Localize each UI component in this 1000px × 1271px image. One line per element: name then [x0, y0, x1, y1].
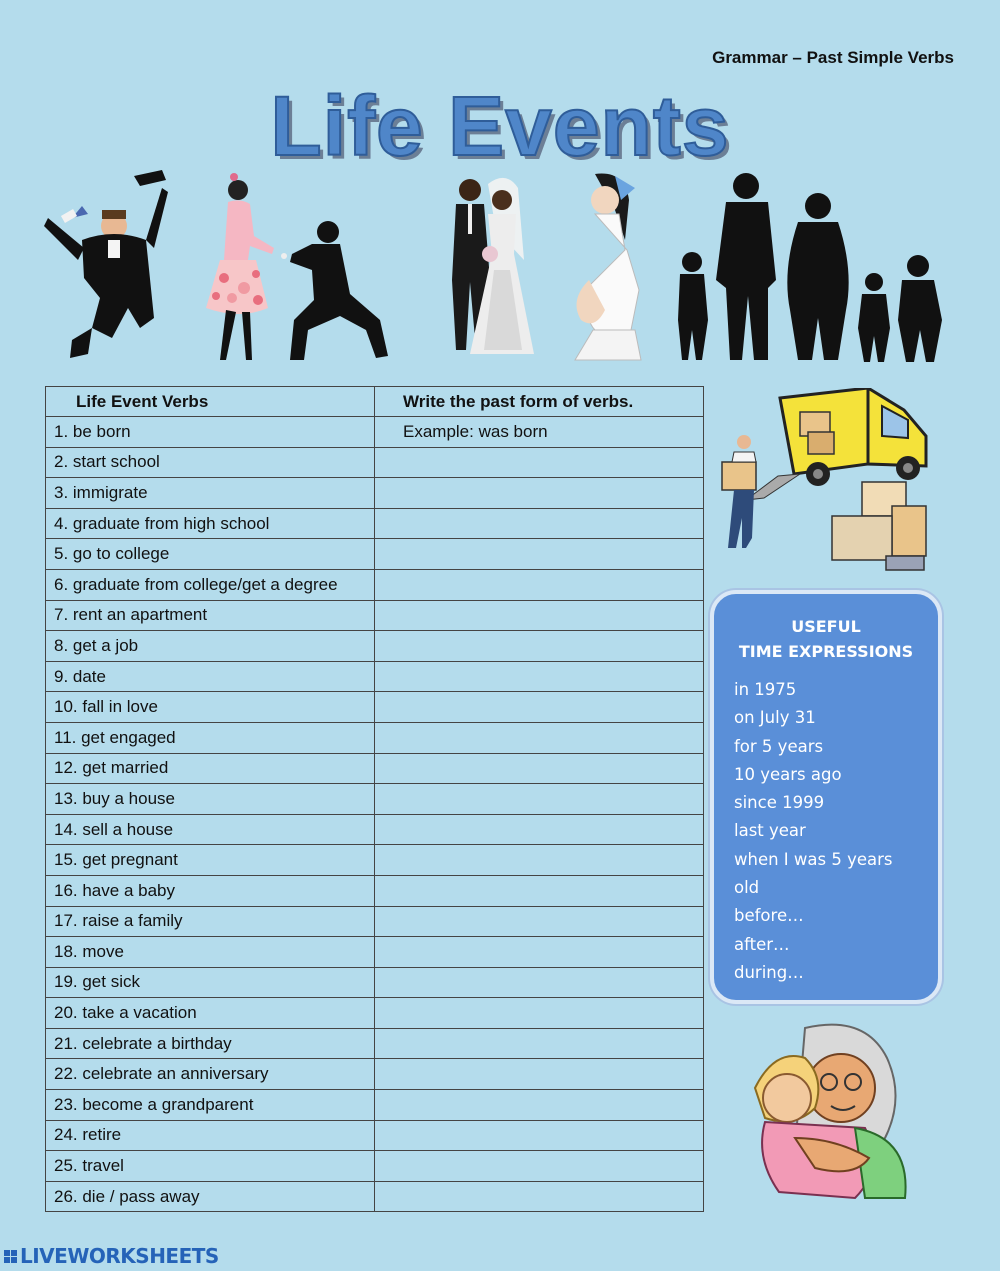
verb-cell: 15. get pregnant [46, 845, 375, 876]
table-row [46, 447, 704, 478]
table-header-row [46, 387, 704, 417]
answer-field[interactable] [375, 508, 704, 539]
pregnant-woman-icon [565, 170, 645, 362]
time-expression-item: on July 31 [734, 708, 816, 728]
time-expression-item: after… [734, 934, 790, 954]
time-expression-item: since 1999 [734, 793, 825, 813]
answer-field[interactable] [375, 875, 704, 906]
answer-field[interactable] [375, 937, 704, 968]
answer-field[interactable] [375, 1120, 704, 1151]
example-answer-cell: Example: was born [375, 417, 704, 448]
answer-field[interactable] [375, 906, 704, 937]
proposal-couple-icon [200, 170, 400, 365]
table-row [46, 478, 704, 509]
liveworksheets-logo [4, 1244, 219, 1268]
verb-cell: 8. get a job [46, 631, 375, 662]
table-row [46, 967, 704, 998]
verb-cell: 14. sell a house [46, 814, 375, 845]
verb-cell: 23. become a grandparent [46, 1090, 375, 1121]
table-row [46, 417, 704, 448]
verb-cell: 16. have a baby [46, 875, 375, 906]
table-row [46, 1090, 704, 1121]
wedding-couple-icon [440, 170, 540, 362]
table-row [46, 508, 704, 539]
answer-field[interactable] [375, 998, 704, 1029]
verb-cell: 26. die / pass away [46, 1181, 375, 1212]
verb-cell: 19. get sick [46, 967, 375, 998]
verb-cell: 13. buy a house [46, 784, 375, 815]
logo-mark-icon [4, 1250, 17, 1263]
verb-cell: 1. be born [46, 417, 375, 448]
family-silhouette-icon [672, 170, 948, 365]
verb-cell: 11. get engaged [46, 722, 375, 753]
verb-cell: 18. move [46, 937, 375, 968]
answer-field[interactable] [375, 722, 704, 753]
time-expression-item: last year [734, 821, 806, 841]
answer-field[interactable] [375, 478, 704, 509]
answer-field[interactable] [375, 569, 704, 600]
verb-cell: 24. retire [46, 1120, 375, 1151]
answer-field[interactable] [375, 1181, 704, 1212]
answer-field[interactable] [375, 631, 704, 662]
table-row [46, 1059, 704, 1090]
answer-field[interactable] [375, 753, 704, 784]
answer-field[interactable] [375, 845, 704, 876]
table-row [46, 661, 704, 692]
time-expression-item: in 1975 [734, 680, 797, 699]
time-expression-item: old [734, 878, 760, 898]
worksheet-subtitle: Grammar – Past Simple Verbs [712, 48, 954, 67]
table-row [46, 1120, 704, 1151]
table-row [46, 1181, 704, 1212]
verb-cell: 21. celebrate a birthday [46, 1028, 375, 1059]
table-row [46, 814, 704, 845]
answer-field[interactable] [375, 1090, 704, 1121]
verb-cell: 10. fall in love [46, 692, 375, 723]
column-header-verbs: Life Event Verbs [46, 387, 375, 417]
table-row [46, 539, 704, 570]
time-expressions-heading-line1: USEFUL [791, 617, 861, 636]
table-row [46, 753, 704, 784]
verb-cell: 9. date [46, 661, 375, 692]
table-row [46, 722, 704, 753]
table-row [46, 906, 704, 937]
answer-field[interactable] [375, 1059, 704, 1090]
verb-cell: 20. take a vacation [46, 998, 375, 1029]
graduate-silhouette-icon [42, 168, 170, 360]
answer-field[interactable] [375, 814, 704, 845]
time-expressions-heading [714, 614, 938, 664]
table-row [46, 692, 704, 723]
footer-brand: LIVEWORKSHEETS [20, 1244, 219, 1268]
verb-cell: 2. start school [46, 447, 375, 478]
table-row [46, 1028, 704, 1059]
verb-cell: 17. raise a family [46, 906, 375, 937]
table-row [46, 875, 704, 906]
table-row [46, 998, 704, 1029]
time-expressions-box [710, 590, 942, 1004]
answer-field[interactable] [375, 692, 704, 723]
answer-field[interactable] [375, 539, 704, 570]
time-expressions-heading-line2: TIME EXPRESSIONS [738, 642, 914, 661]
worksheet-title: Life Events [270, 79, 730, 173]
moving-truck-icon [712, 388, 942, 576]
table-row [46, 784, 704, 815]
verb-cell: 12. get married [46, 753, 375, 784]
answer-field[interactable] [375, 1151, 704, 1182]
life-event-verbs-table [45, 386, 704, 1212]
answer-field[interactable] [375, 661, 704, 692]
time-expression-item: before… [734, 906, 804, 926]
time-expression-item: for 5 years [734, 736, 824, 756]
grandparent-hug-icon [735, 1018, 911, 1204]
time-expressions-list [714, 676, 938, 987]
time-expression-item: during… [734, 962, 804, 982]
table-row [46, 600, 704, 631]
answer-field[interactable] [375, 600, 704, 631]
table-row [46, 1151, 704, 1182]
answer-field[interactable] [375, 784, 704, 815]
table-row [46, 569, 704, 600]
answer-field[interactable] [375, 967, 704, 998]
verb-cell: 25. travel [46, 1151, 375, 1182]
table-row [46, 845, 704, 876]
column-header-past-form: Write the past form of verbs. [375, 387, 704, 417]
verb-cell: 3. immigrate [46, 478, 375, 509]
answer-field[interactable] [375, 1028, 704, 1059]
verb-cell: 22. celebrate an anniversary [46, 1059, 375, 1090]
verb-cell: 5. go to college [46, 539, 375, 570]
verb-cell: 7. rent an apartment [46, 600, 375, 631]
time-expression-item: when I was 5 years [734, 849, 893, 869]
time-expression-item: 10 years ago [734, 764, 842, 784]
answer-field[interactable] [375, 447, 704, 478]
table-row [46, 937, 704, 968]
table-row [46, 631, 704, 662]
verb-cell: 6. graduate from college/get a degree [46, 569, 375, 600]
verb-cell: 4. graduate from high school [46, 508, 375, 539]
